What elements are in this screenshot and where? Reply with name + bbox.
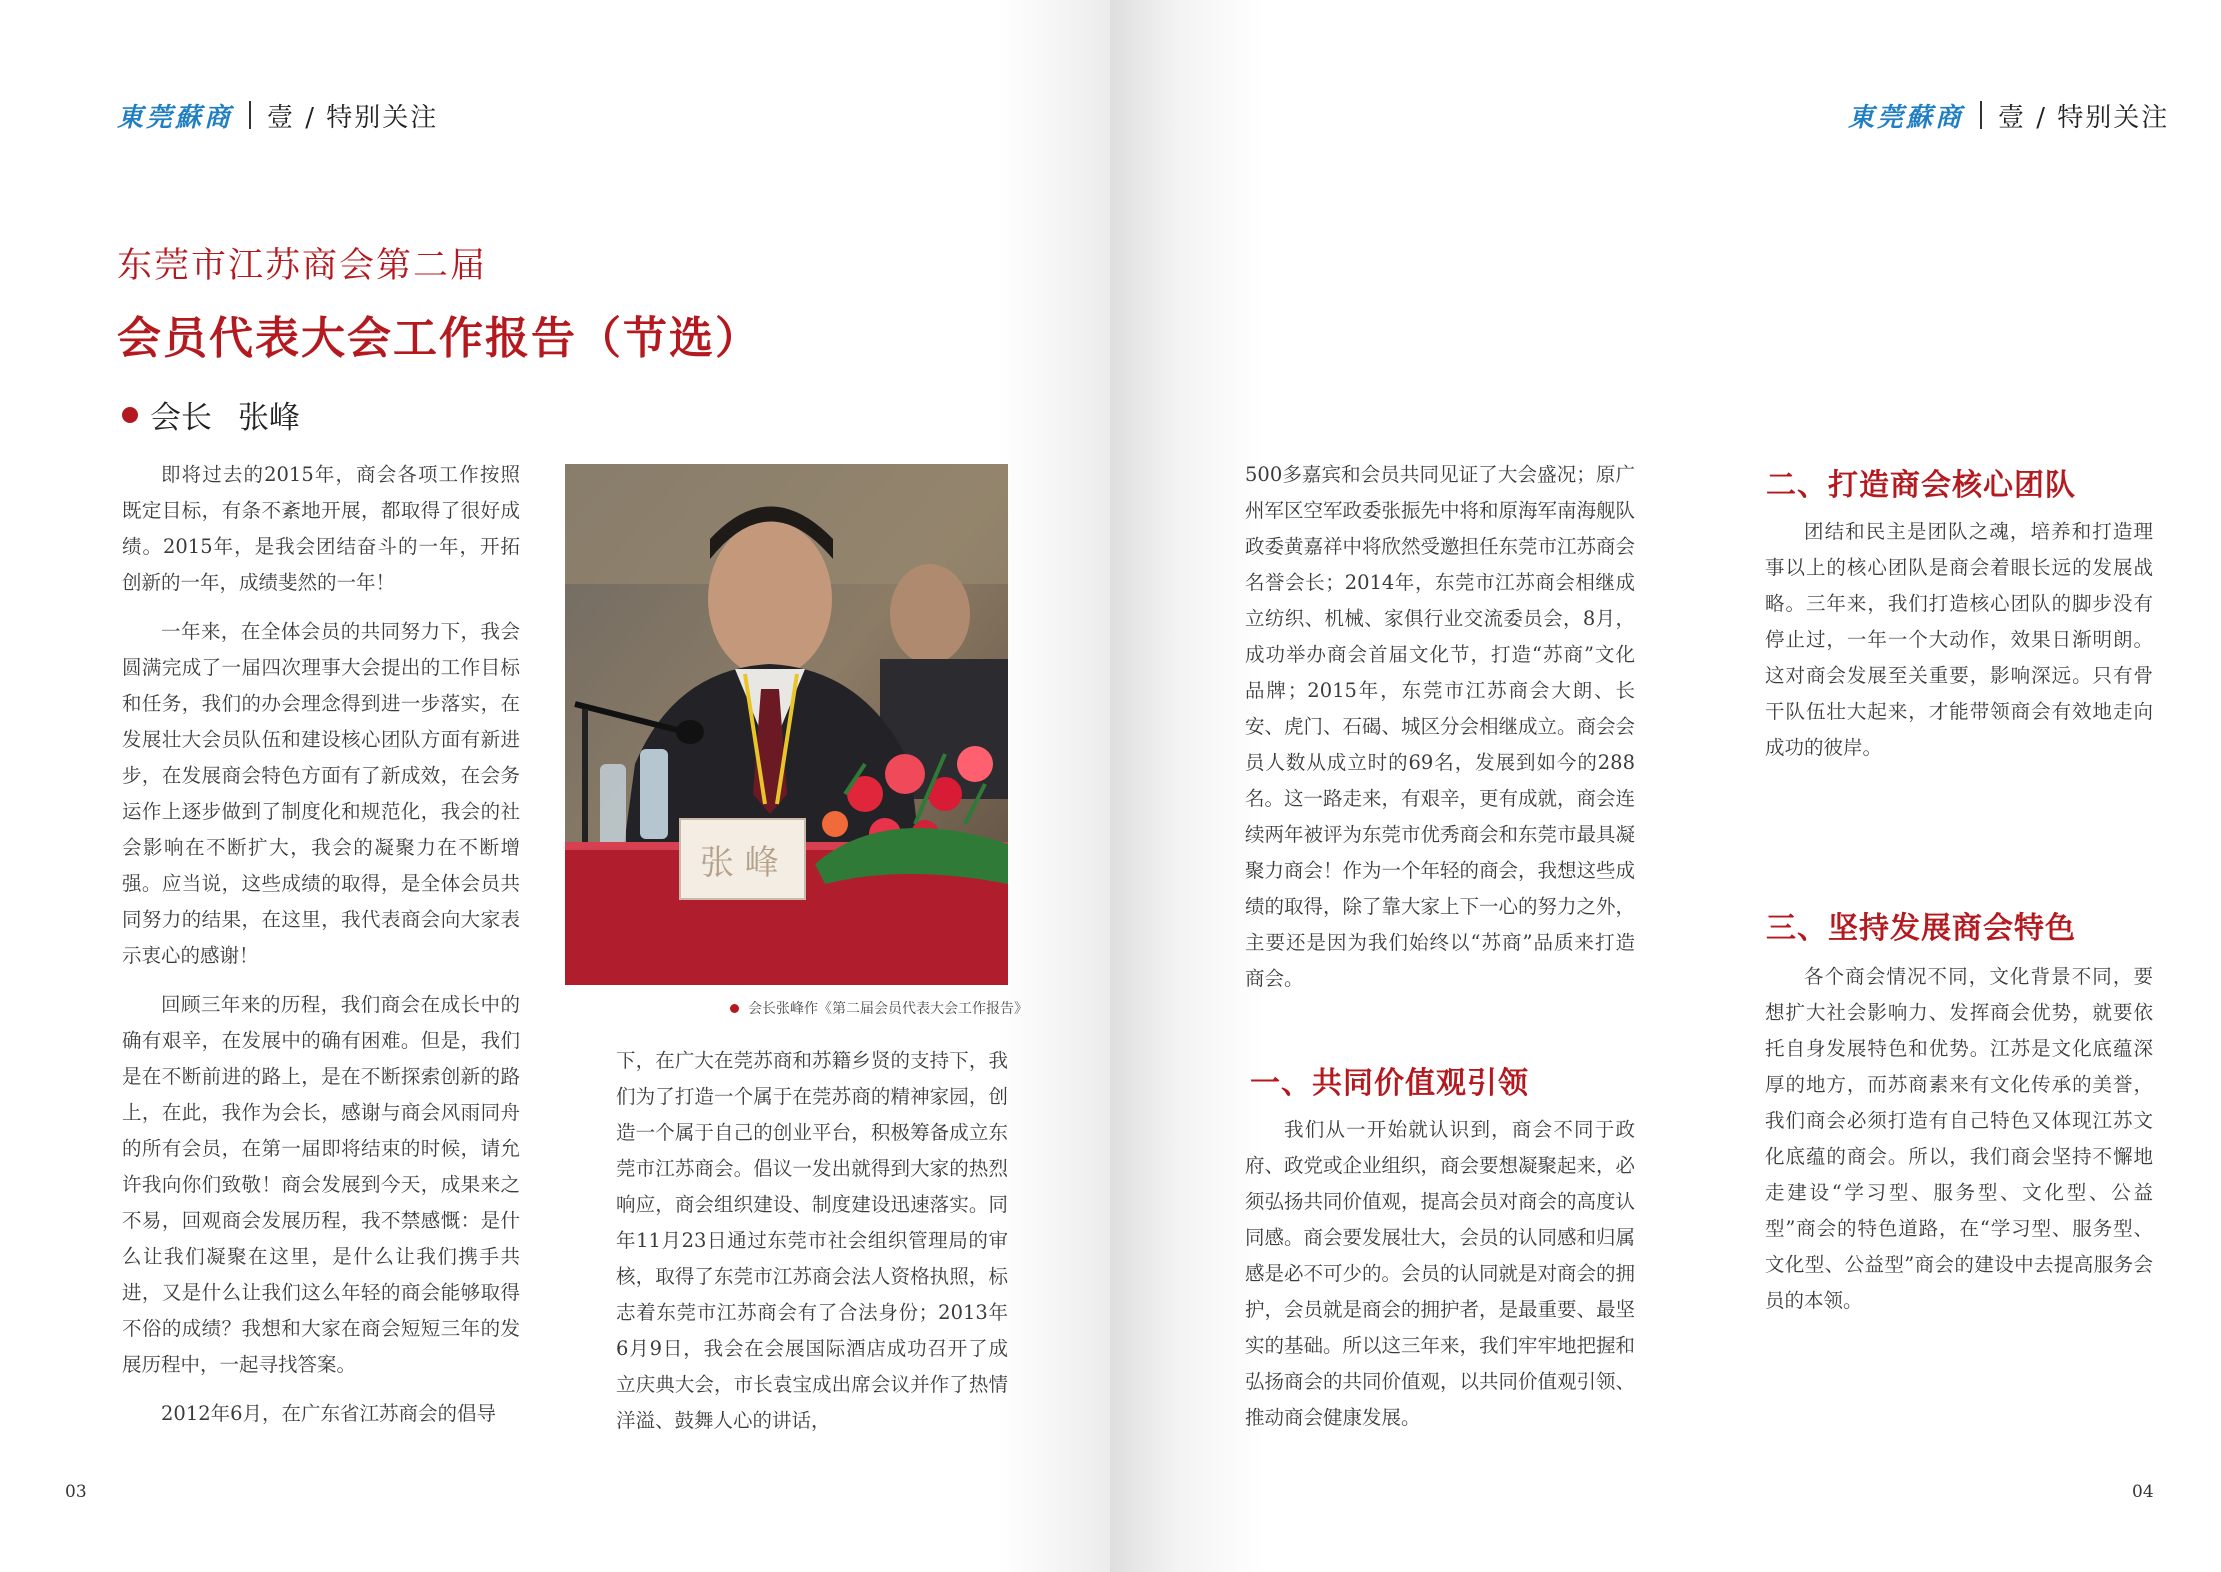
section-heading-1: 一、共同价值观引领 [1250, 1066, 1529, 1101]
article-title-line2: 会员代表大会工作报告（节选） [117, 313, 761, 364]
paragraph: 一年来，在全体会员的共同努力下，我会圆满完成了一届四次理事大会提出的工作目标和任务，我们的办会理念得到进一步落实，在发展壮大会员队伍和建设核心团队方面有新进步，在发展商会特色方面有了新成效，在会务运作上逐步做到了制度化和规范化，我会的社会影响在不断扩大，我会的凝聚力在不断增强。应当说，这些成绩的取得，是全体会员共同努力的结果，在这里，我代表商会向大家表示衷心的感谢！ [122, 620, 520, 967]
paragraph: 各个商会情况不同，文化背景不同，要想扩大社会影响力、发挥商会优势，就要依托自身发展特色和优势。江苏是文化底蕴深厚的地方，而苏商素来有文化传承的美誉，我们商会必须打造有自己特色又体现江苏文化底蕴的商会。所以，我们商会坚持不懈地走建设“学习型、服务型、文化型、公益型”商会的特色道路，在“学习型、服务型、文化型、公益型”商会的建设中去提高服务会员的本领。 [1765, 965, 2153, 1312]
right-page [1110, 0, 2221, 1572]
article-title-line1: 东莞市江苏商会第二届 [117, 246, 488, 286]
section-label: 壹 / 特别关注 [1998, 102, 2170, 133]
paragraph: 500多嘉宾和会员共同见证了大会盛况；原广州军区空军政委张振先中将和原海军南海舰队政委黄嘉祥中将欣然受邀担任东莞市江苏商会名誉会长；2014年，东莞市江苏商会相继成立纺织、机械、家俱行业交流委员会，8月，成功举办商会首届文化节，打造“苏商”文化品牌；2015年，东莞市江苏商会大朗、长安、虎门、石碣、城区分会相继成立。商会会员人数从成立时的69名，发展到如今的288名。这一路走来，有艰辛，更有成就，商会连续两年被评为东莞市优秀商会和东莞市最具凝聚力商会！作为一个年轻的商会，我想这些成绩的取得，除了靠大家上下一心的努力之外，主要还是因为我们始终以“苏商”品质来打造商会。 [1245, 463, 1636, 990]
header-divider [1980, 101, 1982, 129]
nameplate-text: 张 峰 [700, 843, 779, 883]
paragraph: 下，在广大在莞苏商和苏籍乡贤的支持下，我们为了打造一个属于在莞苏商的精神家园，创造一个属于自己的创业平台，积极筹备成立东莞市江苏商会。倡议一发出就得到大家的热烈响应，商会组织建设、制度建设迅速落实。同年11月23日通过东莞市社会组织管理局的审核，取得了东莞市江苏商会法人资格执照，标志着东莞市江苏商会有了合法身份；2013年6月9日，我会在会展国际酒店成功召开了成立庆典大会，市长袁宝成出席会议并作了热情洋溢、鼓舞人心的讲话， [616, 1049, 1008, 1432]
header-divider [249, 101, 251, 129]
paragraph: 2012年6月，在广东省江苏商会的倡导 [161, 1402, 497, 1425]
magazine-logo: 東莞蘇商 [1848, 102, 1965, 132]
chairman-speech-photo [565, 464, 1008, 985]
section-label: 壹 / 特别关注 [267, 102, 439, 133]
section-heading-2: 二、打造商会核心团队 [1766, 468, 2076, 503]
body-column-2 [616, 1043, 1008, 1452]
paragraph: 我们从一开始就认识到，商会不同于政府、政党或企业组织，商会要想凝聚起来，必须弘扬共同价值观，提高会员对商会的高度认同感。商会要发展壮大，会员的认同感和归属感是必不可少的。会员的认同就是对商会的拥护，会员就是商会的拥护者，是最重要、最坚实的基础。所以这三年来，我们牢牢地把握和弘扬商会的共同价值观，以共同价值观引领、推动商会健康发展。 [1245, 1118, 1636, 1429]
body-column-1 [122, 457, 520, 1445]
bullet-dot-icon [122, 407, 138, 423]
body-column-3 [1245, 457, 1635, 1010]
caption-dot-icon [730, 1004, 739, 1013]
running-header-left [117, 95, 438, 135]
paragraph: 回顾三年来的历程，我们商会在成长中的确有艰辛，在发展中的确有困难。但是，我们是在不断前进的路上，是在不断探索创新的路上，在此，我作为会长，感谢与商会风雨同舟的所有会员，在第一届即将结束的时候，请允许我向你们致敬！商会发展到今天，成果来之不易，回观商会发展历程，我不禁感慨：是什么让我们凝聚在这里，是什么让我们携手共进，又是什么让我们这么年轻的商会能够取得不俗的成绩？我想和大家在商会短短三年的发展历程中，一起寻找答案。 [122, 993, 520, 1376]
photo-illustration [565, 464, 1008, 985]
photo-caption [730, 998, 1028, 1018]
section-body-1 [1245, 1112, 1635, 1449]
paragraph: 团结和民主是团队之魂，培养和打造理事以上的核心团队是商会着眼长远的发展战略。三年来，我们打造核心团队的脚步没有停止过，一年一个大动作，效果日渐明朗。这对商会发展至关重要，影响深远。只有骨干队伍壮大起来，才能带领商会有效地走向成功的彼岸。 [1765, 520, 2153, 759]
byline-role: 会长 [150, 400, 212, 436]
left-page [0, 0, 1110, 1572]
page-number-right: 04 [2132, 1482, 2154, 1502]
section-heading-3: 三、坚持发展商会特色 [1766, 911, 2076, 946]
caption-text: 会长张峰作《第二届会员代表大会工作报告》 [748, 1001, 1028, 1017]
byline [122, 392, 300, 437]
paragraph: 即将过去的2015年，商会各项工作按照既定目标，有条不紊地开展，都取得了很好成绩。2015年，是我会团结奋斗的一年，开拓创新的一年，成绩斐然的一年！ [122, 463, 520, 594]
byline-name: 张峰 [238, 400, 300, 436]
magazine-logo: 東莞蘇商 [117, 102, 234, 132]
page-number-left: 03 [65, 1482, 87, 1502]
section-body-3 [1765, 959, 2153, 1332]
section-body-2 [1765, 514, 2153, 779]
running-header-right [1848, 95, 2169, 135]
